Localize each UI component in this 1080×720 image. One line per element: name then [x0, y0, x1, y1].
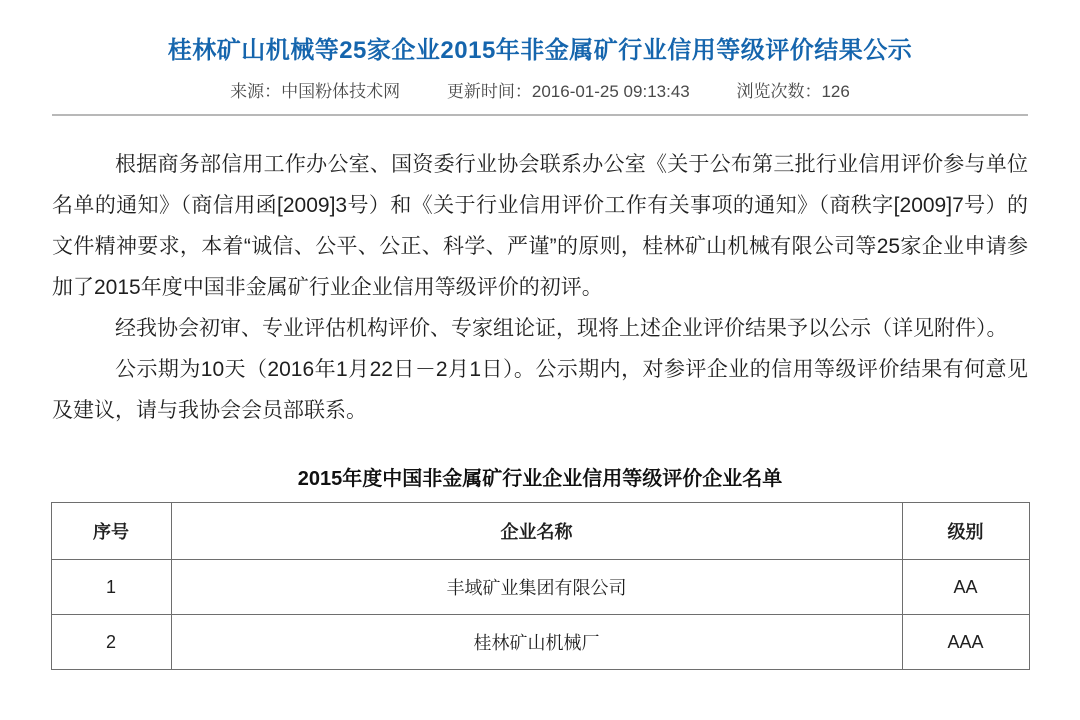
cell-grade: AAA: [902, 615, 1029, 670]
table-title: 2015年度中国非金属矿行业企业信用等级评价企业名单: [297, 468, 783, 490]
cell-company-name: 丰域矿业集团有限公司: [171, 560, 902, 615]
header-divider: [52, 114, 1028, 116]
table-row: [51, 560, 1029, 615]
meta-updated: [447, 82, 690, 101]
column-header-company-name: 企业名称: [171, 503, 902, 560]
cell-grade: AA: [902, 560, 1029, 615]
views-label: 浏览次数：: [736, 82, 822, 101]
cell-company-name: 桂林矿山机械厂: [171, 615, 902, 670]
paragraph-1: 根据商务部信用工作办公室、国资委行业协会联系办公室《关于公布第三批行业信用评价参与单位名单的通知》（商信用函[2009]3号）和《关于行业信用评价工作有关事项的通知》（商秩字[2009]7号）的文件精神要求，本着“诚信、公平、公正、科学、严谨”的原则，桂林矿山机械有限公司等25家企业申请参加了2015年度中国非金属矿行业企业信用等级评价的初评。: [52, 153, 1028, 299]
updated-value: 2016-01-25 09:13:43: [531, 82, 690, 101]
table-header-row: [51, 503, 1029, 560]
page-title: 桂林矿山机械等25家企业2015年非金属矿行业信用等级评价结果公示: [167, 37, 913, 64]
article-body: [52, 144, 1028, 431]
paragraph-3: 公示期为10天（2016年1月22日－2月1日）。公示期内，对参评企业的信用等级评价结果有何意见及建议，请与我协会会员部联系。: [52, 358, 1028, 422]
source-value: 中国粉体技术网: [281, 82, 401, 101]
paragraph-2: 经我协会初审、专业评估机构评价、专家组论证，现将上述企业评价结果予以公示（详见附件）。: [115, 317, 1008, 340]
column-header-no: 序号: [51, 503, 171, 560]
cell-no: 1: [51, 560, 171, 615]
article-meta: [0, 82, 1080, 102]
source-label: 来源：: [230, 82, 282, 101]
column-header-grade: 级别: [902, 503, 1029, 560]
meta-views: [736, 82, 849, 101]
cell-no: 2: [51, 615, 171, 670]
views-value: 126: [821, 82, 850, 101]
meta-source: [230, 82, 400, 101]
rating-table: [51, 502, 1030, 670]
table-row: [51, 615, 1029, 670]
updated-label: 更新时间：: [446, 82, 532, 101]
